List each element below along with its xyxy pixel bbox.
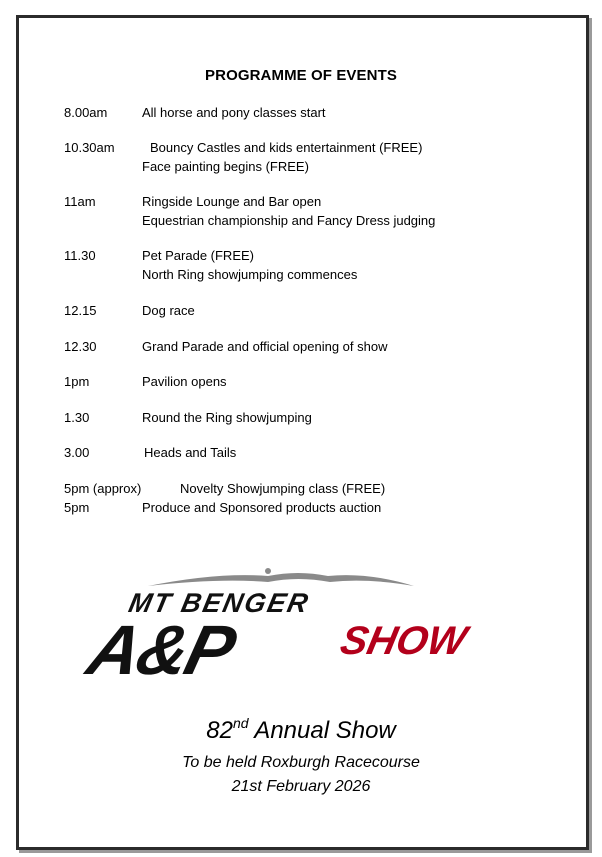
- event-description: North Ring showjumping commences: [142, 267, 358, 282]
- show-logo: [68, 562, 508, 692]
- event-description: Round the Ring showjumping: [142, 410, 312, 425]
- logo-swoosh: [148, 573, 414, 586]
- event-description: Heads and Tails: [144, 445, 237, 460]
- annual-suffix: nd: [232, 715, 249, 731]
- event-description: Bouncy Castles and kids entertainment (FREE): [150, 140, 423, 155]
- event-description: Ringside Lounge and Bar open: [142, 194, 322, 209]
- venue-line: To be held Roxburgh Racecourse: [182, 754, 420, 771]
- event-time: 5pm (approx): [64, 481, 142, 496]
- event-time: 5pm: [64, 500, 90, 515]
- event-description: Produce and Sponsored products auction: [142, 500, 382, 515]
- event-description: Face painting begins (FREE): [142, 159, 309, 174]
- event-time: 12.30: [64, 339, 97, 354]
- date-line: 21st February 2026: [231, 778, 371, 795]
- event-time: 8.00am: [64, 105, 108, 120]
- event-time: 1pm: [64, 374, 90, 389]
- event-time: 12.15: [64, 303, 97, 318]
- annual-text: Annual Show: [248, 717, 396, 744]
- event-time: 10.30am: [64, 140, 115, 155]
- logo-line-1: MT BENGER: [126, 587, 313, 618]
- event-description: All horse and pony classes start: [142, 105, 326, 120]
- annual-number: 82: [206, 717, 233, 744]
- event-description: Pavilion opens: [142, 374, 227, 389]
- event-description: Equestrian championship and Fancy Dress judging: [142, 213, 436, 228]
- event-description: Dog race: [142, 303, 195, 318]
- event-description: Novelty Showjumping class (FREE): [180, 481, 386, 496]
- logo-line-3: SHOW: [336, 617, 471, 663]
- event-description: Grand Parade and official opening of show: [142, 339, 388, 354]
- event-description: Pet Parade (FREE): [142, 248, 254, 263]
- annual-show-line: [0, 717, 602, 745]
- logo-rider-icon: [265, 568, 271, 574]
- programme-heading: PROGRAMME OF EVENTS: [205, 67, 397, 84]
- event-time: 11.30: [64, 248, 96, 263]
- event-time: 1.30: [64, 410, 90, 425]
- event-time: 11am: [64, 194, 96, 209]
- event-time: 3.00: [64, 445, 90, 460]
- logo-line-2: A&P: [80, 611, 242, 690]
